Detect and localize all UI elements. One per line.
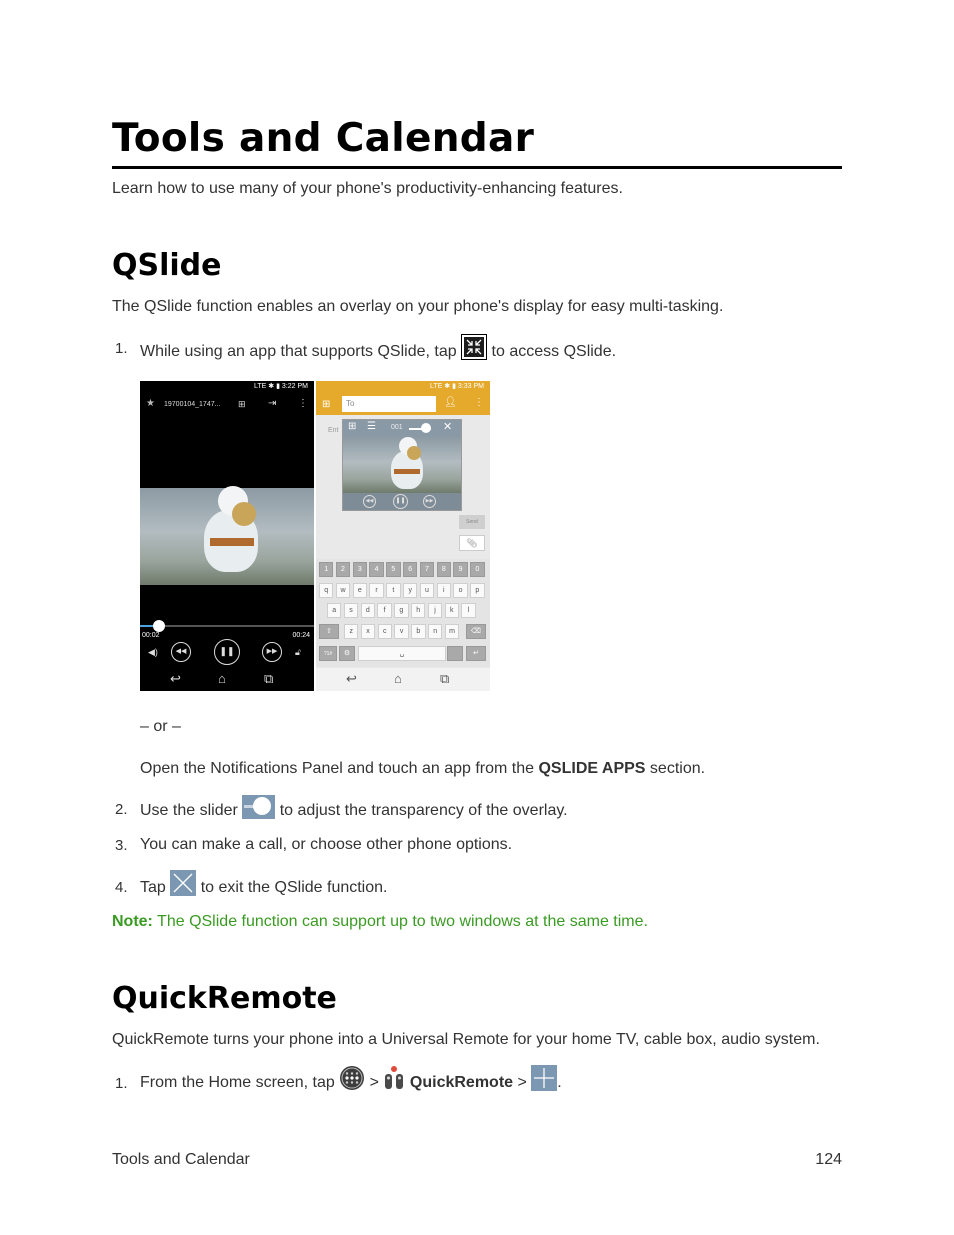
chapter-intro: Learn how to use many of your phone's productivity-enhancing features. (112, 180, 623, 197)
note (112, 913, 648, 931)
qslide-icon: ⊞ (348, 421, 357, 432)
lock-icon: 🔓︎ (295, 647, 301, 657)
overlay-counter: 001 (391, 424, 403, 431)
keyboard-key: h (411, 603, 425, 618)
apps-icon (339, 1065, 365, 1096)
send-button: Send (459, 515, 485, 529)
keyboard-key: 8 (437, 562, 451, 577)
forward-icon: ▶▶ (262, 642, 282, 662)
keyboard-key: b (411, 624, 425, 639)
more-icon: ⋮ (474, 397, 484, 408)
settings-icon: ⚙ (339, 646, 355, 661)
keyboard-key: s (344, 603, 358, 618)
keyboard-key: m (445, 624, 459, 639)
separator: > (369, 1074, 379, 1091)
footer-section-name: Tools and Calendar (112, 1151, 250, 1168)
keyboard-key: z (344, 624, 358, 639)
status-time: 3:33 PM (457, 383, 484, 390)
keyboard-key: 9 (453, 562, 467, 577)
video-player-screenshot (140, 381, 314, 691)
home-icon: ⌂ (394, 671, 402, 686)
to-field: To (342, 396, 436, 412)
symbols-key: ?1# (319, 646, 337, 661)
step-number: 4. (115, 879, 128, 896)
keyboard-key: x (361, 624, 375, 639)
alt-text: section. (649, 760, 706, 777)
step-number: 1. (115, 1075, 128, 1092)
qslide-icon (461, 334, 487, 365)
step-number: 1. (115, 340, 128, 357)
time-elapsed: 00:02 (142, 632, 160, 639)
keyboard-key: c (378, 624, 392, 639)
chapter-title: Tools and Calendar (112, 116, 535, 161)
contact-icon: 👤︎ (444, 397, 457, 408)
keyboard (316, 559, 490, 667)
qslide-step-4 (140, 870, 387, 901)
qslide-alternative (140, 760, 705, 778)
keyboard-key: k (445, 603, 459, 618)
keyboard-key: d (361, 603, 375, 618)
back-icon: ↩ (346, 671, 357, 686)
qslide-overlay (342, 419, 462, 511)
step-number: 2. (115, 801, 128, 818)
seek-thumb (153, 620, 165, 632)
separator: > (517, 1074, 527, 1091)
keyboard-key: i (437, 583, 451, 598)
forward-icon: ▶▶ (423, 495, 436, 508)
keyboard-key: g (394, 603, 408, 618)
volume-icon: ◀) (148, 647, 158, 657)
step-text: to access QSlide. (491, 343, 617, 360)
keyboard-key: 4 (369, 562, 383, 577)
keyboard-key: u (420, 583, 434, 598)
keyboard-key: a (327, 603, 341, 618)
keyboard-key: j (428, 603, 442, 618)
keyboard-key: n (428, 624, 442, 639)
attach-icon: 📎︎ (459, 535, 485, 551)
signal-icon: LTE ✱ ▮ (254, 383, 280, 390)
step-text: While using an app that supports QSlide, tap (140, 343, 457, 360)
keyboard-key: 6 (403, 562, 417, 577)
qslide-step-1 (140, 334, 616, 365)
keyboard-key: l (461, 603, 475, 618)
video-frame (343, 437, 461, 493)
keyboard-key: r (369, 583, 383, 598)
step-text: Tap (140, 879, 166, 896)
quickremote-intro: QuickRemote turns your phone into a Universal Remote for your home TV, cable box, audio system. (112, 1031, 820, 1048)
or-separator: – or – (140, 718, 181, 735)
time-total: 00:24 (292, 632, 310, 639)
quickremote-step-1 (140, 1065, 562, 1096)
keyboard-key: o (453, 583, 467, 598)
keyboard-key: t (386, 583, 400, 598)
rewind-icon: ◀◀ (363, 495, 376, 508)
close-icon (170, 870, 196, 901)
more-icon: ⋮ (298, 398, 308, 409)
quickremote-label: QuickRemote (409, 1074, 514, 1091)
quickremote-app-icon (383, 1065, 405, 1096)
note-text: The QSlide function can support up to two windows at the same time. (157, 913, 648, 930)
period: . (557, 1074, 562, 1091)
keyboard-key: w (336, 583, 350, 598)
step-text: to exit the QSlide function. (200, 879, 388, 896)
back-icon: ↩ (170, 671, 181, 686)
keyboard-key: v (394, 624, 408, 639)
star-icon: ★ (146, 398, 155, 409)
keyboard-key: f (377, 603, 391, 618)
qslide-icon: ⊞ (238, 399, 246, 409)
share-icon: ⇥ (268, 398, 277, 409)
app-header (316, 381, 490, 415)
pause-icon: ❚❚ (393, 494, 408, 509)
recent-apps-icon: ⧉ (264, 671, 274, 686)
pause-icon: ❚❚ (214, 639, 240, 665)
step-text: Use the slider (140, 802, 238, 819)
qslide-step-2 (140, 795, 568, 824)
enter-key: ↵ (466, 646, 486, 661)
note-label: Note: (112, 913, 153, 930)
alt-text: Open the Notifications Panel and touch an app from the (140, 760, 535, 777)
status-time: 3:22 PM (281, 383, 308, 390)
qslide-icon: ⊞ (322, 399, 331, 410)
keyboard-key: 1 (319, 562, 333, 577)
file-name: 19700104_1747... (164, 401, 221, 408)
signal-icon: LTE ✱ ▮ (430, 383, 458, 390)
keyboard-key: 0 (470, 562, 484, 577)
recent-apps-icon: ⧉ (440, 671, 450, 686)
keyboard-key: 7 (420, 562, 434, 577)
home-icon: ⌂ (218, 671, 226, 686)
keyboard-key: 3 (353, 562, 367, 577)
page-number: 124 (815, 1151, 842, 1168)
keyboard-key: 2 (336, 562, 350, 577)
keyboard-key: y (403, 583, 417, 598)
message-hint: Ent (328, 427, 339, 434)
shift-key: ⇧ (319, 624, 339, 639)
qslide-intro: The QSlide function enables an overlay on your phone's display for easy multi-tasking. (112, 298, 724, 315)
keyboard-key: p (470, 583, 484, 598)
space-key: ␣ (358, 646, 446, 661)
qslide-heading: QSlide (112, 248, 222, 283)
list-icon: ☰ (367, 421, 376, 432)
step-text: From the Home screen, tap (140, 1074, 335, 1091)
keyboard-key: 5 (386, 562, 400, 577)
title-rule (112, 166, 842, 169)
step-number: 3. (115, 837, 128, 854)
transparency-slider (421, 423, 431, 433)
qslide-step-3: You can make a call, or choose other phone options. (140, 836, 513, 853)
keyboard-key: e (353, 583, 367, 598)
qslide-apps-label: QSLIDE APPS (538, 760, 646, 777)
backspace-key: ⌫ (466, 624, 486, 639)
slider-icon (242, 795, 275, 824)
messaging-qslide-screenshot (316, 381, 490, 691)
add-icon (531, 1065, 557, 1096)
rewind-icon: ◀◀ (171, 642, 191, 662)
step-text: to adjust the transparency of the overlay. (279, 802, 568, 819)
close-icon: ✕ (443, 421, 453, 433)
video-frame (140, 488, 314, 585)
quickremote-heading: QuickRemote (112, 981, 337, 1016)
keyboard-key: q (319, 583, 333, 598)
